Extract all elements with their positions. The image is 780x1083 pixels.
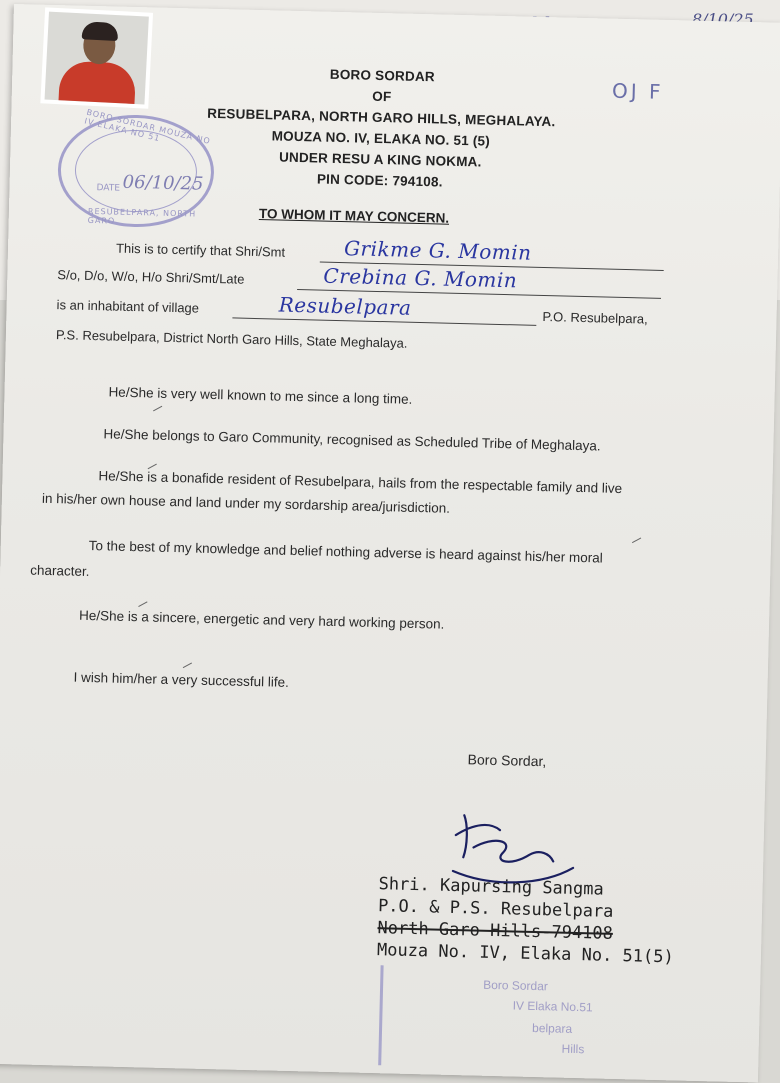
document-title: TO WHOM IT MAY CONCERN. xyxy=(258,206,450,226)
tick-mark xyxy=(632,537,644,548)
signatory-address-3: Mouza No. IV, Elaka No. 51(5) xyxy=(376,940,674,968)
seal-line: Hills xyxy=(561,1041,585,1057)
closing-title: Boro Sordar, xyxy=(467,751,547,770)
stamp-top-text: BORO SORDAR MOUZA NO IV ELAKA NO 51 xyxy=(83,107,212,146)
letterhead-line: UNDER RESU A KING NOKMA. xyxy=(278,149,482,170)
official-seal xyxy=(378,965,683,1072)
letterhead-line: BORO SORDAR xyxy=(329,66,435,85)
signatory-address-1: P.O. & P.S. Resubelpara xyxy=(377,896,614,922)
paragraph-resident-2: in his/her own house and land under my sordarship area/jurisdiction. xyxy=(41,490,451,516)
paragraph-community: He/She belongs to Garo Community, recognised as Scheduled Tribe of Meghalaya. xyxy=(103,426,601,454)
paragraph-wish: I wish him/her a very successful life. xyxy=(73,669,290,690)
paragraph-sincere: He/She is a sincere, energetic and very hard working person. xyxy=(78,607,445,632)
village-label: is an inhabitant of village xyxy=(56,297,200,316)
name-value: Grikme G. Momin xyxy=(343,236,532,265)
letterhead-line: PIN CODE: 794108. xyxy=(316,171,443,190)
relation-value: Crebina G. Momin xyxy=(323,263,518,293)
paragraph-character-2: character. xyxy=(29,562,90,580)
letterhead-line: OF xyxy=(372,88,392,105)
stamp-date: 06/10/25 xyxy=(122,171,204,195)
paragraph-known: He/She is very well known to me since a long time. xyxy=(108,384,413,407)
signatory-name: Shri. Kapursing Sangma xyxy=(378,874,604,900)
relation-label: S/o, D/o, W/o, H/o Shri/Smt/Late xyxy=(57,267,245,287)
certify-label: This is to certify that Shri/Smt xyxy=(115,240,286,260)
letterhead-line: RESUBELPARA, NORTH GARO HILLS, MEGHALAYA. xyxy=(207,105,556,130)
stamp-bottom-text: RESUBELPARA, NORTH GARO xyxy=(87,206,197,226)
seal-line: Boro Sordar xyxy=(483,977,549,994)
signature-block xyxy=(377,873,676,968)
letterhead-line: MOUZA NO. IV, ELAKA NO. 51 (5) xyxy=(271,128,491,149)
paragraph-character-1: To the best of my knowledge and belief nothing adverse is heard against his/her moral xyxy=(88,537,603,566)
paragraph-resident-1: He/She is a bonafide resident of Resubelpara, hails from the respectable family and live xyxy=(98,468,623,497)
applicant-photo xyxy=(40,7,153,108)
ledger-date: 8/10/25 xyxy=(692,10,754,29)
ps-district-text: P.S. Resubelpara, District North Garo Hills, State Meghalaya. xyxy=(55,327,408,351)
tick-mark xyxy=(153,406,165,417)
seal-line: IV Elaka No.51 xyxy=(512,998,593,1015)
signatory-address-2: North Garo Hills-794108 xyxy=(377,918,614,944)
po-text: P.O. Resubelpara, xyxy=(542,309,648,327)
seal-line: belpara xyxy=(531,1020,573,1036)
village-value: Resubelpara xyxy=(278,292,412,320)
reference-code: OJ F xyxy=(611,78,664,104)
stamp-date-label: DATE xyxy=(96,183,121,194)
certificate-document xyxy=(0,4,780,1082)
letterhead xyxy=(160,60,603,197)
